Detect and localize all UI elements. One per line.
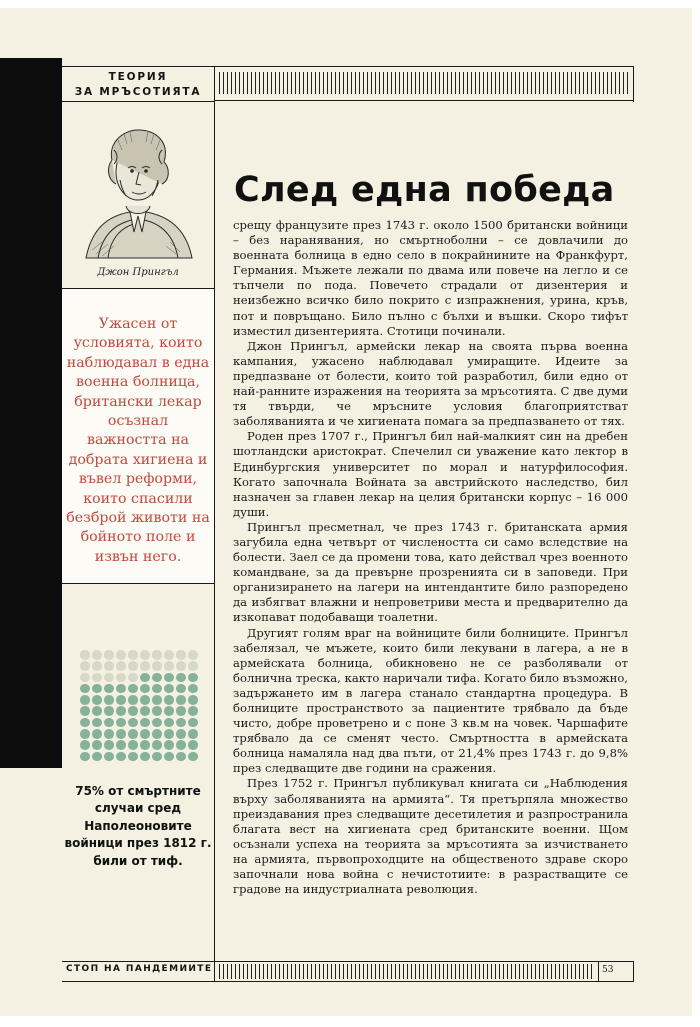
dot-typhus [152,729,162,739]
dot-typhus [104,718,114,728]
article-title: След една победа [234,170,615,210]
dot-typhus [152,684,162,694]
dot-typhus [128,718,138,728]
page-number: 53 [602,965,614,975]
pull-quote-box [62,288,214,584]
dot-typhus [104,740,114,750]
dot-typhus [128,740,138,750]
dot-infographic [80,650,200,763]
dot-typhus [116,684,126,694]
dot-typhus [188,673,198,683]
dot-typhus [152,673,162,683]
dot-typhus [80,740,90,750]
dot-other [116,673,126,683]
dot-other [116,650,126,660]
dot-typhus [188,752,198,762]
dot-typhus [176,740,186,750]
footer-rule-bottom [62,981,634,982]
dot-typhus [116,752,126,762]
dot-typhus [92,706,102,716]
dot-typhus [152,740,162,750]
dot-typhus [188,684,198,694]
dot-typhus [176,695,186,705]
top-hatch-band [219,72,629,94]
dot-other [92,650,102,660]
top-right-edge [633,66,634,102]
article-paragraph: Другият голям враг на войниците били болниците. Прингъл забелязал, че мъжете, които били лекувани в лагера, а не в армейската болница, обикновено не се разболявали от болнична треска, както наричали тифа. Когато било възможно, задържането им в лагера станало стандартна процедура. В болниците пространството за пациентите трябвало да бъде чисто, добре проветрено и с поне 3 кв.м на човек. Чаршафите трябвало да се сменят често. Смъртността в армейската болница намаляла над два пъти, от 21,4% през 1743 г. до 9,8% през следващите две години на сражения. [233,625,628,776]
dot-typhus [188,718,198,728]
dot-typhus [128,684,138,694]
dot-typhus [104,695,114,705]
dot-typhus [104,684,114,694]
article-paragraph: срещу французите през 1743 г. около 1500 британски войници – без наранявания, но смъртноболни – се довлачили до военната болница в едно село в покрайнините на Франкфурт, Германия. Мъжете лежали по двама или повече на легло и се тъпчели по пода. Повечето страдали от дизентерия и неизбежно всичко било покрито с изпражнения, урина, кръв, пот и повръщано. Било пълно с бълхи и въшки. Скоро тифът изместил дизентерията. Стотици починали. [233,218,628,338]
footer-book-title: СТОП НА ПАНДЕМИИТЕ [66,964,213,974]
dot-other [92,673,102,683]
dot-typhus [164,673,174,683]
dot-typhus [140,752,150,762]
dot-typhus [92,752,102,762]
dot-typhus [176,729,186,739]
dot-typhus [188,729,198,739]
dot-typhus [128,706,138,716]
dot-other [92,661,102,671]
footer-right-edge [633,961,634,981]
section-tag-line1: ТЕОРИЯ [108,71,168,83]
article-paragraph: Джон Прингъл, армейски лекар на своята първа военна кампания, ужасено наблюдавал умиращите. Идеите за предпазване от болести, които той разработил, били едно от най-ранните изражения на теорията за мръсотията. С две думи тя твърди, че мръсните условия благоприятстват заболяванията и че хигиената помага за предпазването от тях. [233,338,629,429]
dot-typhus [176,706,186,716]
dot-other [128,650,138,660]
article-body [233,218,628,897]
dot-typhus [152,752,162,762]
dot-other [152,650,162,660]
pull-quote-text: Ужасен от условията, които наблюдавал в една военна болница, британски лекар осъзнал важността на добрата хигиена и въвел реформи, които спасили безброй животи на бойното поле и извън него. [66,316,210,565]
footer-divider [214,961,215,981]
dot-typhus [188,695,198,705]
dot-other [140,650,150,660]
top-rule-bottom [214,100,634,101]
dot-typhus [80,729,90,739]
dot-typhus [116,729,126,739]
dot-typhus [164,718,174,728]
dot-typhus [140,729,150,739]
dot-typhus [176,752,186,762]
dot-typhus [188,706,198,716]
dot-typhus [104,706,114,716]
dot-typhus [140,695,150,705]
dot-typhus [140,706,150,716]
dot-typhus [116,706,126,716]
dot-other [152,661,162,671]
dot-typhus [92,729,102,739]
dot-typhus [80,752,90,762]
dot-typhus [152,718,162,728]
dot-typhus [80,718,90,728]
dot-typhus [176,718,186,728]
dot-typhus [152,695,162,705]
dot-typhus [164,684,174,694]
dot-typhus [116,740,126,750]
dot-other [176,661,186,671]
dot-typhus [80,684,90,694]
dot-typhus [164,740,174,750]
dot-other [104,673,114,683]
dot-typhus [92,695,102,705]
footer-hatch-band [219,964,595,979]
dot-typhus [92,718,102,728]
dot-other [80,650,90,660]
dot-other [128,673,138,683]
dot-typhus [176,673,186,683]
dot-other [188,661,198,671]
dot-typhus [116,718,126,728]
dot-typhus [116,695,126,705]
dot-other [104,650,114,660]
section-tag [62,66,214,102]
dot-typhus [164,706,174,716]
dot-typhus [128,695,138,705]
dot-typhus [188,740,198,750]
dot-typhus [164,695,174,705]
stat-caption: 75% от смъртните случаи сред Наполеоновите войници през 1812 г. били от тиф. [64,784,212,868]
dot-other [128,661,138,671]
dot-other [104,661,114,671]
dot-typhus [140,740,150,750]
dot-typhus [152,706,162,716]
dot-other [164,650,174,660]
dot-typhus [164,752,174,762]
dot-typhus [128,752,138,762]
dot-other [164,661,174,671]
dot-typhus [92,740,102,750]
dot-typhus [140,673,150,683]
dot-typhus [140,718,150,728]
portrait-illustration [78,120,198,260]
footer-divider-right [598,961,599,981]
dot-other [80,673,90,683]
article-paragraph: Прингъл пресметнал, че през 1743 г. британската армия загубила една четвърт от числеността си само вследствие на болести. Заел се да промени това, като действал чрез военното командване, за да превърне прозренията си в заповеди. При организирането на лагери на интендантите било разпоредено да избягват влажни и непроветриви места и предварително да изкопават подобаващи тоалетни. [233,519,628,625]
dot-other [176,650,186,660]
dot-typhus [92,684,102,694]
dot-other [80,661,90,671]
section-tag-line2: ЗА МРЪСОТИЯТА [74,86,202,98]
dot-typhus [140,684,150,694]
article-paragraph: През 1752 г. Прингъл публикувал книгата си „Наблюдения върху заболяванията на армията“. Тя претърпяла множество преиздавания през следващите десетилетия и разпространила благата вест на хигиената сред британските военни. Щом осъзнали успеха на теорията за мръсотията за изчистването на армията, първопроходците на общественото здраве скоро започнали нова война с нечистотиите: в разрастващите се градове на индустриалната революция. [233,776,628,897]
dot-other [116,661,126,671]
top-rule [214,66,634,67]
dot-typhus [80,706,90,716]
left-black-bar [0,58,62,768]
dot-typhus [128,729,138,739]
dot-other [140,661,150,671]
dot-typhus [104,752,114,762]
dot-other [188,650,198,660]
dot-typhus [104,729,114,739]
article-paragraph: Роден през 1707 г., Прингъл бил най-малкият син на дребен шотландски аристократ. Спечелил си уважение като лектор в Единбургския университет по морал и натурфилософия. Когато започнала Войната за австрийското наследство, бил назначен за главен лекар на целия британски корпус – 16 000 души. [233,429,628,519]
footer-rule [62,961,634,962]
dot-typhus [80,695,90,705]
portrait-caption: Джон Прингъл [97,267,179,278]
dot-typhus [164,729,174,739]
dot-typhus [176,684,186,694]
